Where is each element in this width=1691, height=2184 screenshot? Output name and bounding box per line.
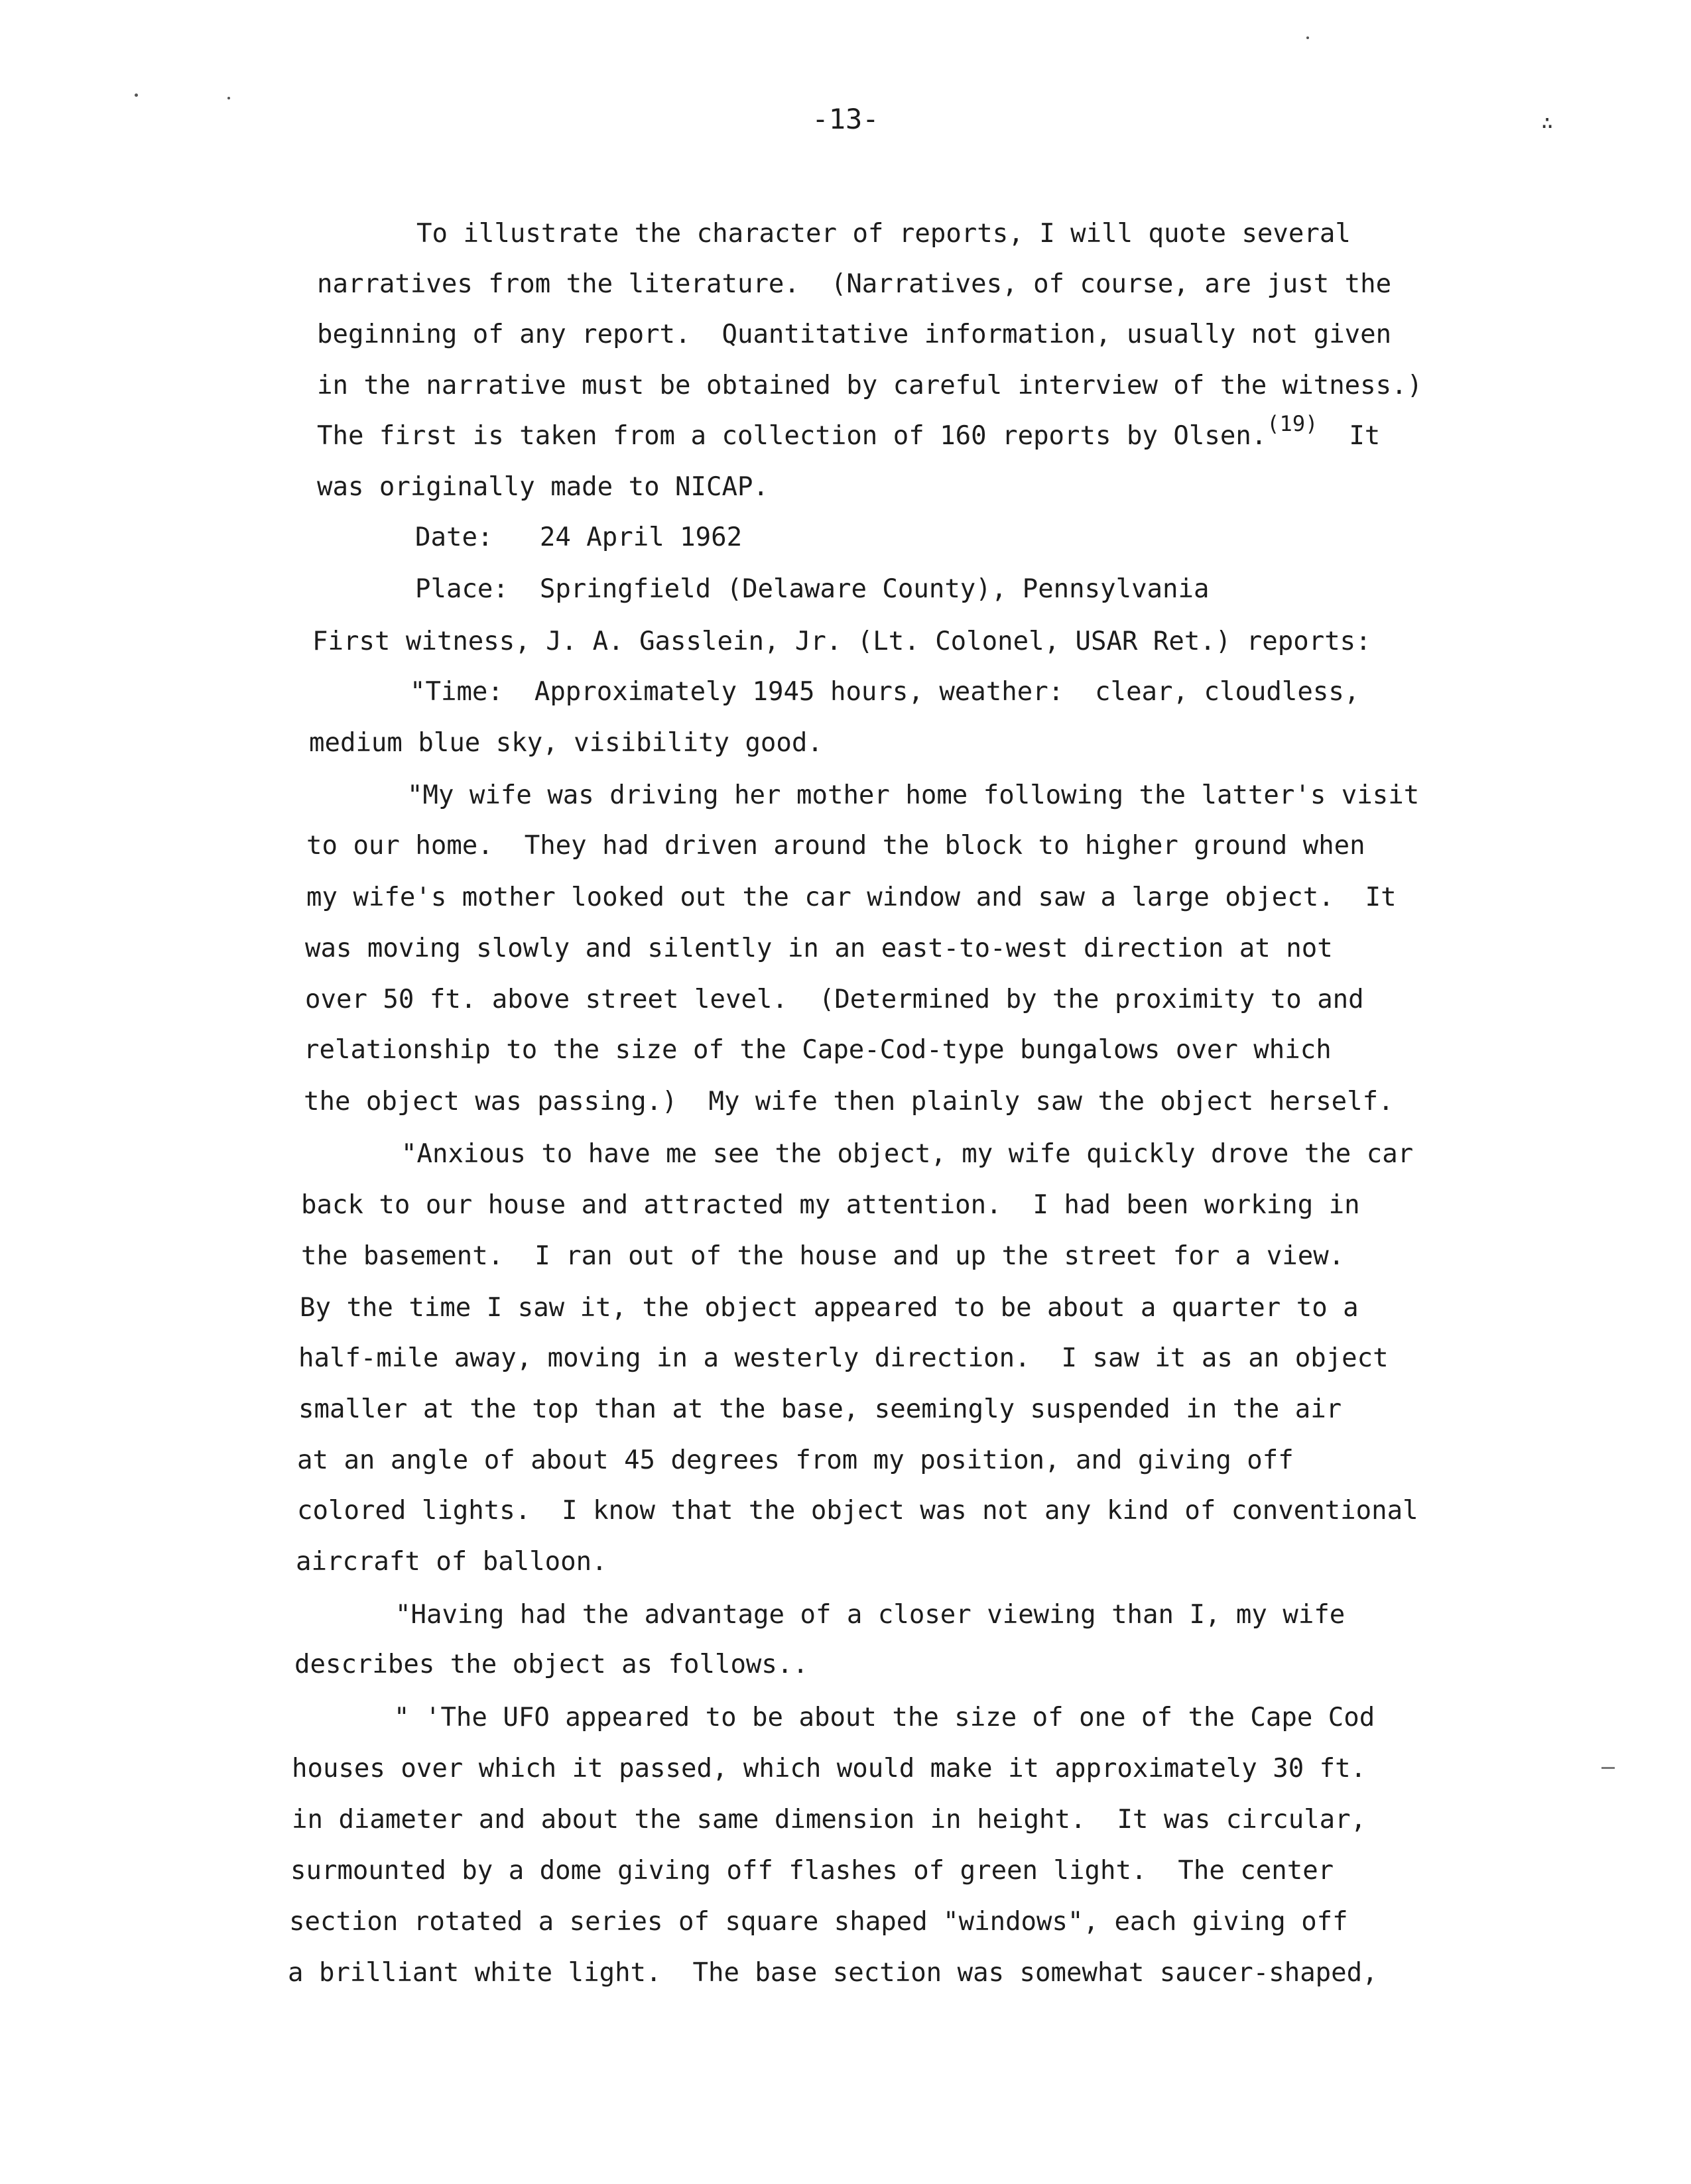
line-text: The first is taken from a collection of 160 reports by Olsen. [317, 421, 1267, 451]
scan-speck [1306, 36, 1309, 39]
text-line: To illustrate the character of reports, I will quote several [416, 219, 1351, 249]
text-line [317, 411, 1381, 452]
text-line: "My wife was driving her mother home following the latter's visit [407, 780, 1420, 810]
text-line: to our home. They had driven around the block to higher ground when [306, 831, 1365, 861]
text-line: Place: Springfield (Delaware County), Pennsylvania [415, 574, 1210, 604]
text-line: "Having had the advantage of a closer viewing than I, my wife [395, 1600, 1346, 1630]
text-line: back to our house and attracted my attention. I had been working in [301, 1190, 1360, 1220]
text-line: describes the object as follows.. [294, 1650, 808, 1679]
text-line: surmounted by a dome giving off flashes of green light. The center [290, 1856, 1334, 1886]
scan-dash [1601, 1767, 1615, 1769]
text-line: Date: 24 April 1962 [415, 522, 743, 552]
text-line: in diameter and about the same dimension in height. It was circular, [292, 1805, 1367, 1835]
text-line: smaller at the top than at the base, seemingly suspended in the air [298, 1394, 1342, 1424]
text-line: "Time: Approximately 1945 hours, weather: clear, cloudless, [410, 677, 1360, 707]
text-line: my wife's mother looked out the car window and saw a large object. It [306, 882, 1397, 912]
text-line: a brilliant white light. The base section was somewhat saucer-shaped, [288, 1958, 1378, 1988]
text-line: "Anxious to have me see the object, my wife quickly drove the car [401, 1139, 1414, 1169]
corner-scan-mark: ∴ [1541, 111, 1554, 135]
text-line: in the narrative must be obtained by careful interview of the witness.) [317, 371, 1423, 400]
text-line: First witness, J. A. Gasslein, Jr. (Lt. Colonel, USAR Ret.) reports: [312, 627, 1371, 656]
scan-speck [227, 97, 230, 99]
text-line: half-mile away, moving in a westerly direction. I saw it as an object [298, 1343, 1389, 1373]
text-line: over 50 ft. above street level. (Determined by the proximity to and [305, 985, 1364, 1014]
text-line: section rotated a series of square shaped "windows", each giving off [289, 1907, 1348, 1937]
text-line: was originally made to NICAP. [317, 472, 769, 502]
line-text: It [1349, 421, 1381, 451]
text-line: was moving slowly and silently in an east-to-west direction at not [305, 934, 1333, 963]
text-line: By the time I saw it, the object appeared to be about a quarter to a [300, 1293, 1359, 1323]
text-line: beginning of any report. Quantitative information, usually not given [317, 320, 1392, 349]
text-line: relationship to the size of the Cape-Cod-type bungalows over which [304, 1035, 1332, 1065]
text-line: " 'The UFO appeared to be about the size of one of the Cape Cod [394, 1703, 1375, 1732]
page-number: -13- [812, 103, 879, 135]
footnote-reference: (19) [1267, 411, 1318, 436]
text-line: houses over which it passed, which would make it approximately 30 ft. [292, 1754, 1367, 1784]
text-line: at an angle of about 45 degrees from my position, and giving off [297, 1445, 1294, 1475]
text-line: medium blue sky, visibility good. [309, 728, 823, 758]
scan-speck [135, 93, 138, 97]
text-line: aircraft of balloon. [296, 1547, 607, 1577]
text-line: the basement. I ran out of the house and up the street for a view. [301, 1241, 1345, 1271]
text-line: colored lights. I know that the object was not any kind of conventional [297, 1496, 1418, 1526]
text-line: narratives from the literature. (Narratives, of course, are just the [317, 269, 1392, 299]
text-line: the object was passing.) My wife then plainly saw the object herself. [304, 1087, 1394, 1117]
